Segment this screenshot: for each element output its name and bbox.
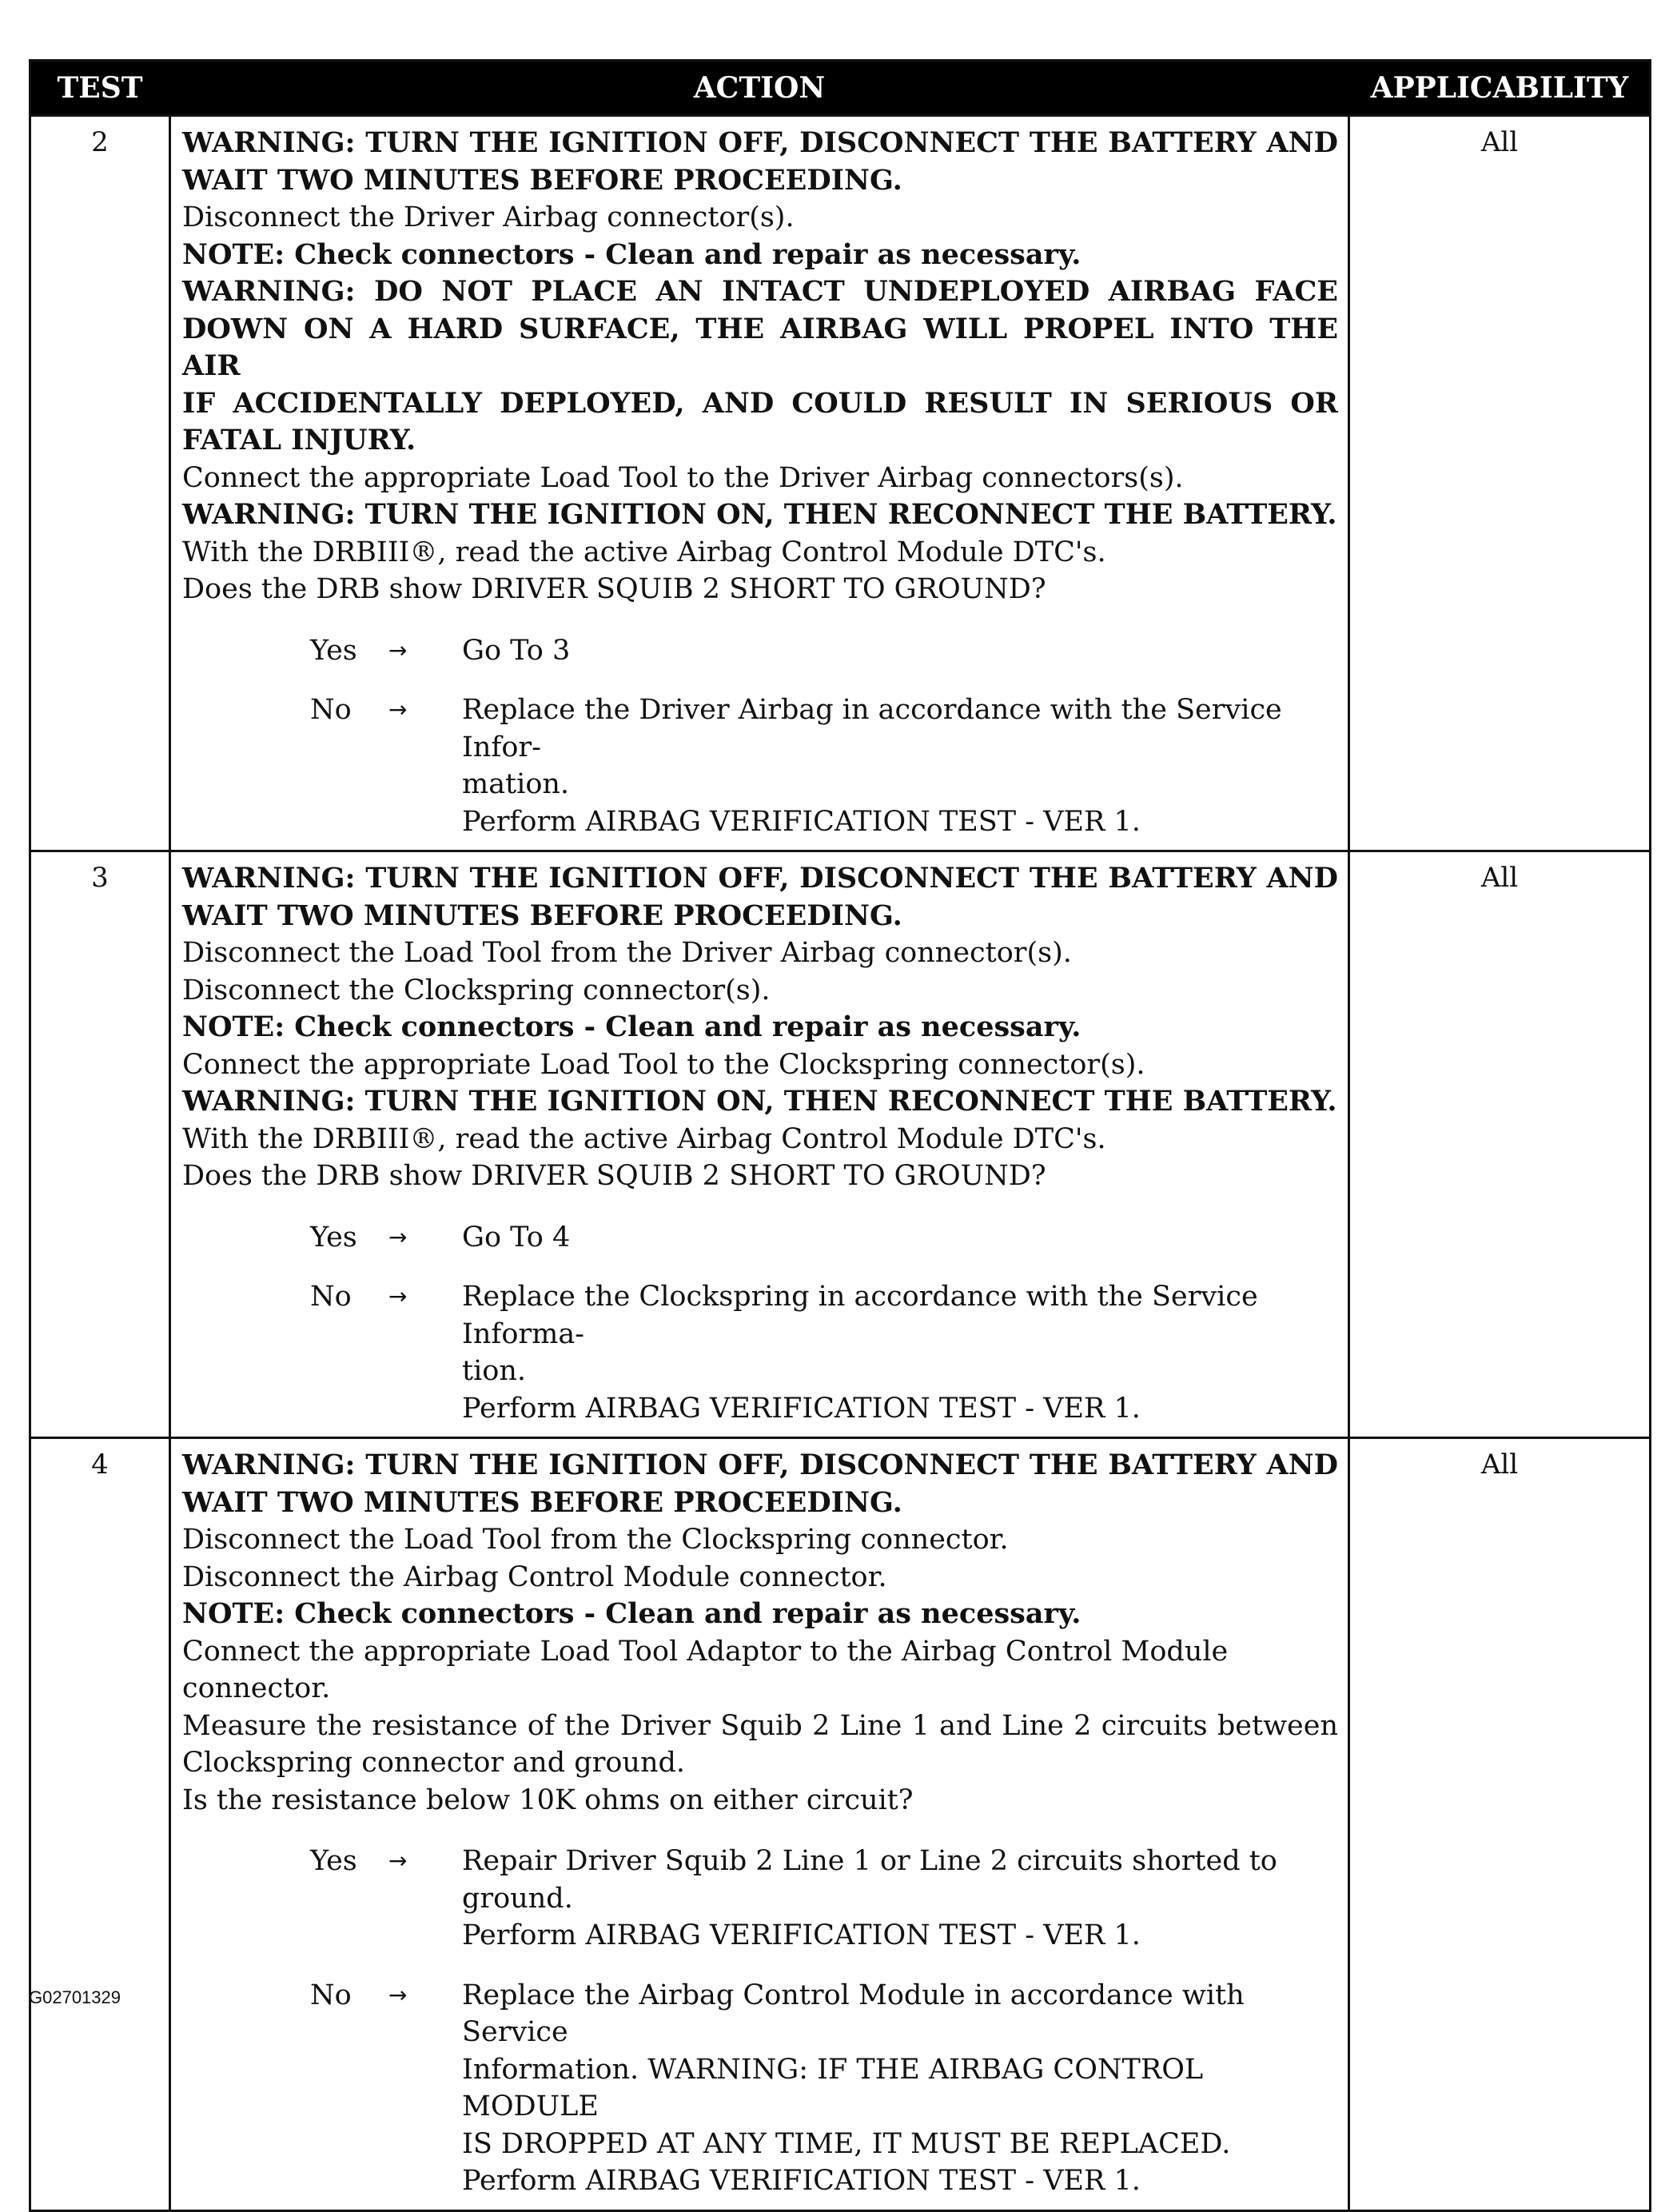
right-arrow-icon: → [388,636,408,664]
test-number: 3 [91,862,109,894]
result-line: Replace the Clockspring in accordance with the Service Informa- [462,1281,1258,1350]
instruction-line: Does the DRB show DRIVER SQUIB 2 SHORT TO GROUND? [182,573,1046,605]
header-test: TEST [57,71,143,105]
result-line: Go To 3 [462,634,571,667]
test-number: 4 [91,1449,109,1481]
warning-line: WARNING: TURN THE IGNITION ON, THEN RECONNECT THE BATTERY. [182,1085,1337,1118]
no-result [462,1278,1338,1427]
right-arrow-icon: → [388,696,408,723]
table-header [31,62,1649,114]
applicability-cell: All [1480,862,1519,894]
header-applicability: APPLICABILITY [1370,71,1629,105]
result-line: tion. [462,1355,526,1387]
warning-line: NOTE: Check connectors - Clean and repair as necessary. [182,1597,1081,1630]
procedure-table [29,59,1651,2212]
warning-line: IF ACCIDENTALLY DEPLOYED, AND COULD RESULT IN SERIOUS OR [182,386,1338,420]
table-row [31,114,1649,850]
warning-line: WAIT TWO MINUTES BEFORE PROCEEDING. [182,163,902,197]
action-cell [169,852,1350,1437]
table-row [31,850,1649,1437]
warning-line: NOTE: Check connectors - Clean and repair as necessary. [182,1010,1081,1043]
right-arrow-icon: → [388,1283,408,1309]
warning-line: WARNING: TURN THE IGNITION OFF, DISCONNECT THE BATTERY AND [182,1449,1338,1481]
no-label: No [310,1281,352,1313]
figure-code: G02701329 [29,1987,121,2007]
outcome-yes [182,1843,1338,1955]
instruction-line: Connect the appropriate Load Tool to the Clockspring connector(s). [182,1048,1145,1081]
applicability-cell: All [1480,126,1519,158]
outcome-no [182,1278,1338,1427]
instruction-line: Clockspring connector and ground. [182,1747,686,1779]
outcome-no [182,1977,1338,2200]
action-cell [169,1439,1350,2210]
outcome-no [182,691,1338,840]
result-line: mation. [462,768,570,800]
action-cell [169,117,1350,850]
instruction-line: Connect the appropriate Load Tool to the Driver Airbag connectors(s). [182,461,1184,494]
instruction-line: With the DRBIII®, read the active Airbag Control Module DTC's. [182,536,1106,568]
right-arrow-icon: → [388,1223,408,1250]
no-label: No [310,694,352,726]
result-line: Go To 4 [462,1221,571,1253]
result-line: Replace the Driver Airbag in accordance with the Service Infor- [462,694,1282,763]
warning-line: WARNING: TURN THE IGNITION ON, THEN RECONNECT THE BATTERY. [182,498,1337,531]
instruction-line: Is the resistance below 10K ohms on either circuit? [182,1784,914,1816]
yes-label: Yes [310,1845,357,1877]
no-label: No [310,1979,352,2011]
instruction-line: Does the DRB show DRIVER SQUIB 2 SHORT TO GROUND? [182,1160,1046,1192]
result-line: Information. WARNING: IF THE AIRBAG CONTROL MODULE [462,2053,1204,2122]
result-line: IS DROPPED AT ANY TIME, IT MUST BE REPLACED. [462,2127,1231,2160]
instruction-line: Disconnect the Clockspring connector(s). [182,974,771,1006]
instruction-line: With the DRBIII®, read the active Airbag Control Module DTC's. [182,1122,1106,1155]
test-number: 2 [91,126,109,158]
applicability-cell: All [1480,1449,1519,1481]
yes-label: Yes [310,1221,357,1253]
warning-line: NOTE: Check connectors - Clean and repair as necessary. [182,237,1081,271]
result-line: Perform AIRBAG VERIFICATION TEST - VER 1. [462,2165,1141,2197]
result-line: Repair Driver Squib 2 Line 1 or Line 2 circuits shorted to ground. [462,1845,1277,1915]
table-row [31,1437,1649,2210]
warning-line: FATAL INJURY. [182,424,416,456]
instruction-line: Disconnect the Load Tool from the Clockspring connector. [182,1524,1009,1556]
result-line: Replace the Airbag Control Module in accordance with Service [462,1979,1245,2048]
right-arrow-icon: → [388,1981,408,2008]
right-arrow-icon: → [388,1847,408,1874]
warning-line: WARNING: TURN THE IGNITION OFF, DISCONNECT THE BATTERY AND [182,862,1338,895]
outcome-yes [182,632,1338,670]
yes-label: Yes [310,634,357,667]
instruction-line: Disconnect the Load Tool from the Driver Airbag connector(s). [182,937,1072,969]
instruction-line: Measure the resistance of the Driver Squib 2 Line 1 and Line 2 circuits between [182,1709,1338,1742]
warning-line: WARNING: DO NOT PLACE AN INTACT UNDEPLOYED AIRBAG FACE [182,275,1338,308]
yes-result [462,1219,1338,1257]
instruction-line: Disconnect the Driver Airbag connector(s). [182,201,795,233]
yes-result [462,632,1338,670]
instruction-line: Disconnect the Airbag Control Module connector. [182,1560,887,1593]
warning-line: WAIT TWO MINUTES BEFORE PROCEEDING. [182,899,902,932]
instruction-line: Connect the appropriate Load Tool Adaptor to the Airbag Control Module connector. [182,1635,1229,1704]
yes-result [462,1843,1338,1955]
result-line: Perform AIRBAG VERIFICATION TEST - VER 1. [462,1392,1141,1425]
warning-line: WAIT TWO MINUTES BEFORE PROCEEDING. [182,1485,902,1519]
result-line: Perform AIRBAG VERIFICATION TEST - VER 1. [462,1919,1141,1951]
result-line: Perform AIRBAG VERIFICATION TEST - VER 1. [462,805,1141,838]
outcome-yes [182,1219,1338,1257]
table-body [31,114,1649,2210]
header-action: ACTION [693,71,826,105]
no-result [462,1977,1338,2200]
no-result [462,691,1338,840]
warning-line: WARNING: TURN THE IGNITION OFF, DISCONNECT THE BATTERY AND [182,126,1338,159]
warning-line: DOWN ON A HARD SURFACE, THE AIRBAG WILL PROPEL INTO THE AIR [182,312,1338,382]
